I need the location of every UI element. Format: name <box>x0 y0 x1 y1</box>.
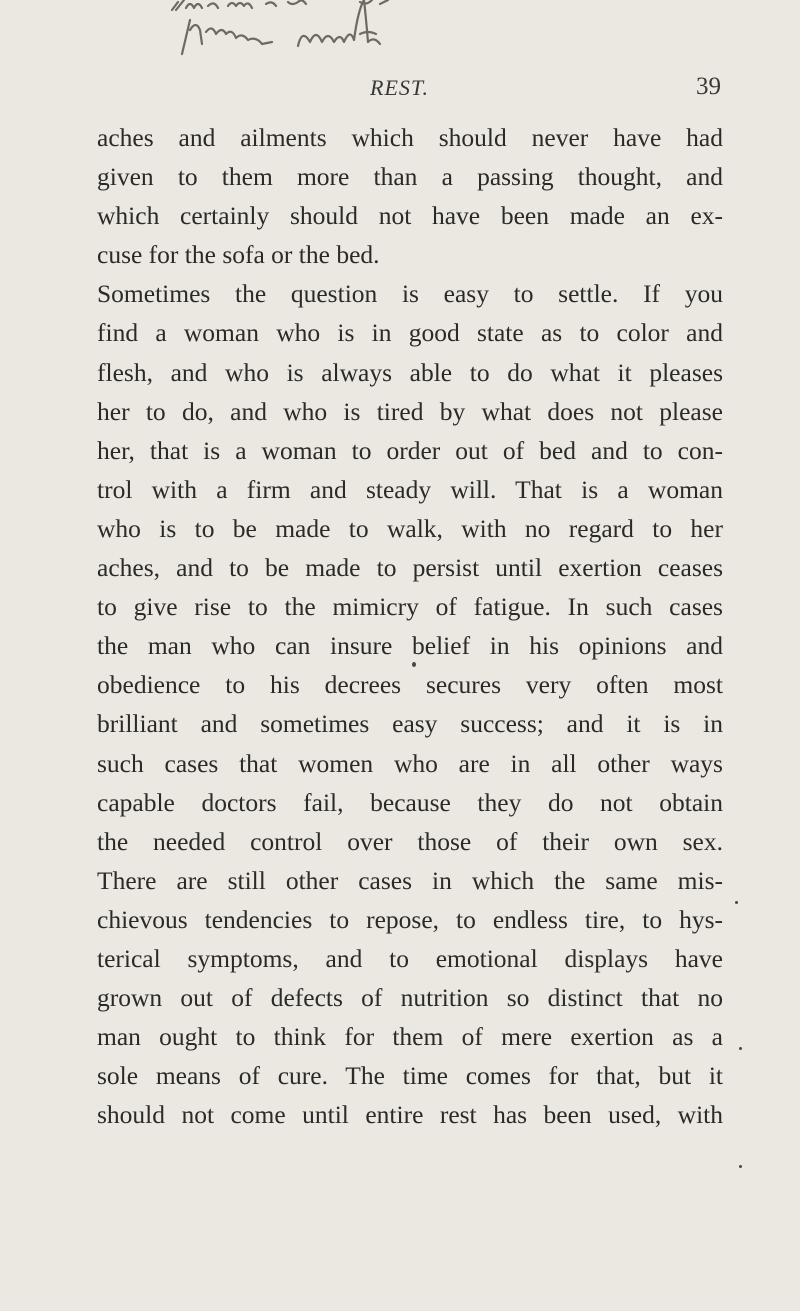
text-line: given to them more than a passing thought, and <box>97 162 723 192</box>
text-line: her to do, and who is tired by what does not please <box>97 396 723 426</box>
running-title: REST. <box>370 75 429 100</box>
text-line: aches and ailments which should never have had <box>97 123 723 152</box>
text-line: Sometimes the question is easy to settle. If you <box>97 279 723 309</box>
ink-speck <box>735 901 738 904</box>
text-line: which certainly should not have been made an ex- <box>97 201 723 231</box>
ink-speck <box>412 662 416 667</box>
text-line: the man who can insure belief in his opinions and <box>97 631 723 661</box>
text-line: There are still other cases in which the same mis- <box>97 865 723 895</box>
text-line: the needed control over those of their own sex. <box>97 826 723 856</box>
text-line: to give rise to the mimicry of fatigue. In such cases <box>97 592 723 622</box>
text-line: such cases that women who are in all other ways <box>97 748 723 778</box>
text-line: man ought to think for them of mere exertion as a <box>97 1022 723 1052</box>
text-line: chievous tendencies to repose, to endless tire, to hys- <box>97 904 723 934</box>
text-line: find a woman who is in good state as to color and <box>97 318 723 348</box>
ink-speck <box>739 1165 742 1168</box>
text-line: cuse for the sofa or the bed. <box>97 240 380 270</box>
text-line: aches, and to be made to persist until exertion ceases <box>97 553 723 583</box>
text-line: capable doctors fail, because they do not obtain <box>97 787 723 817</box>
text-line: grown out of defects of nutrition so distinct that no <box>97 983 723 1013</box>
text-line: terical symptoms, and to emotional displays have <box>97 943 723 973</box>
text-line: her, that is a woman to order out of bed and to con- <box>97 435 723 465</box>
text-line: obedience to his decrees secures very often most <box>97 670 723 700</box>
running-head <box>0 70 800 110</box>
body-text <box>97 118 723 1134</box>
text-line: brilliant and sometimes easy success; and it is in <box>97 709 723 739</box>
page-number: 39 <box>696 73 721 100</box>
text-line: trol with a firm and steady will. That is a woman <box>97 474 723 504</box>
ink-speck <box>739 1047 742 1050</box>
text-line: should not come until entire rest has been used, with <box>97 1100 723 1130</box>
handwritten-annotation <box>170 0 470 64</box>
text-line: sole means of cure. The time comes for that, but it <box>97 1061 723 1091</box>
text-line: who is to be made to walk, with no regard to her <box>97 513 723 543</box>
text-line: flesh, and who is always able to do what it pleases <box>97 357 723 387</box>
